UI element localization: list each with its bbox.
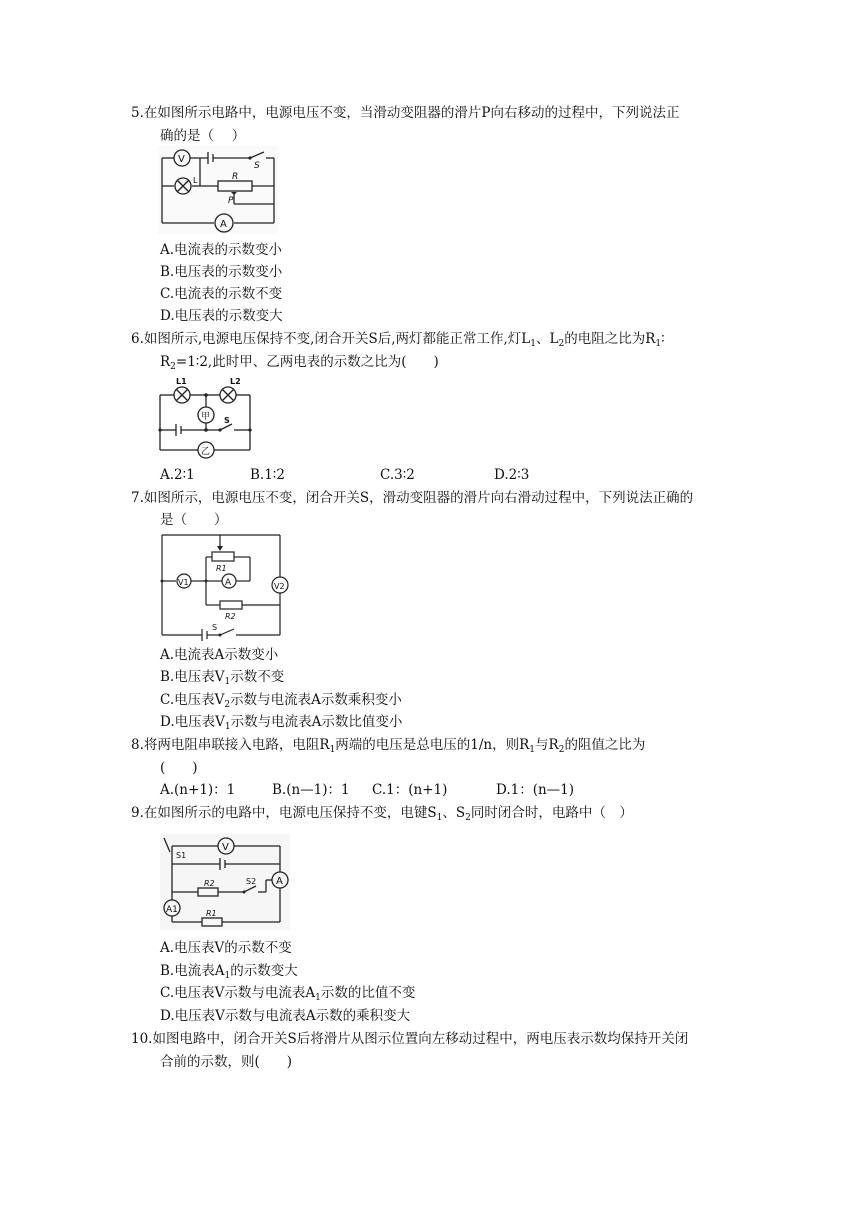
subscript: 1 (224, 677, 231, 687)
r2-label: R2 (204, 879, 215, 888)
question-7-circuit-diagram (160, 533, 284, 639)
option-d: D.2∶3 (494, 467, 530, 483)
subscript: 1 (529, 745, 536, 755)
ammeter1-label: A1 (166, 905, 178, 915)
question-9-circuit-diagram (160, 834, 292, 932)
option-b: B.(n—1)：1 (272, 782, 350, 798)
subscript: 2 (170, 362, 176, 372)
option-a (160, 645, 278, 665)
question-8-stem (131, 735, 645, 755)
text-seg: 的电阻之比为R (564, 331, 656, 347)
option-a: A.(n+1)：1 (160, 782, 236, 798)
question-9-stem (131, 803, 633, 823)
subscript: 1 (315, 993, 321, 1003)
question-5-stem (131, 103, 679, 123)
subscript: 1 (436, 813, 443, 823)
text-seg: 的阻值之比为 (564, 737, 646, 753)
text-seg: 将两电阻串联接入电路，电阻R (143, 737, 330, 753)
v2-label: V2 (274, 582, 285, 591)
meter-jia-label: 甲 (201, 412, 211, 422)
question-text: 在如图所示电路中，电源电压不变，当滑动变阻器的滑片P向右移动的过程中，下列说法正 (143, 105, 680, 121)
option-text: 示数不变 (230, 669, 285, 685)
option-a (160, 938, 292, 958)
lamp2-label: L2 (230, 377, 241, 386)
option-text: C.电压表V示数与电流表A (160, 985, 316, 1001)
question-text: 如图所示，电源电压不变，闭合开关S，滑动变阻器的滑片向右滑动过程中，下列说法正确的 (143, 490, 694, 506)
question-number: 10. (131, 1031, 153, 1047)
ammeter-label: A (276, 876, 283, 887)
r1-label: R1 (216, 564, 227, 573)
option-c: C.3∶2 (380, 467, 415, 483)
question-number: 7. (131, 490, 144, 506)
r2-label: R2 (225, 612, 236, 621)
question-text: 如图电路中，闭合开关S后将滑片从图示位置向左移动过程中，两电压表示数均保持开关闭 (152, 1031, 689, 1047)
option-d (160, 1006, 410, 1026)
text-seg: ∶ (661, 331, 665, 347)
subscript: 1 (655, 339, 662, 349)
subscript: 2 (558, 339, 565, 349)
question-number: 8. (131, 737, 144, 753)
question-10-stem (131, 1029, 688, 1049)
subscript: 2 (465, 813, 471, 823)
option-text: D.电压表V示数与电流表A示数的乘积变大 (160, 1008, 411, 1024)
question-number: 6. (131, 331, 144, 347)
option-text: B.电流表A (160, 963, 225, 979)
option-c: C.电流表的示数不变 (160, 286, 283, 302)
text-seg: 同时闭合时，电路中（ ） (470, 805, 633, 821)
lamp-label: L (193, 176, 198, 185)
question-7-stem (131, 488, 693, 508)
question-10-stem-cont: 合前的示数，则( ) (160, 1054, 293, 1070)
question-number: 5. (131, 105, 144, 121)
r1-label: R1 (206, 909, 217, 918)
s2-label: S2 (246, 877, 257, 886)
subscript: 2 (224, 700, 231, 710)
question-7-stem-cont: 是（ ） (160, 512, 228, 528)
question-6-stem-cont (160, 352, 439, 372)
question-6-circuit-diagram (158, 375, 254, 461)
option-c (160, 983, 415, 1003)
option-text: A.电压表V的示数不变 (160, 940, 292, 956)
question-8-stem-cont: ( ) (160, 760, 198, 776)
s1-label: S1 (176, 851, 187, 860)
subscript: 2 (558, 745, 565, 755)
option-b: B.电压表的示数变小 (160, 264, 283, 280)
question-6-stem (131, 329, 665, 349)
question-5-stem-cont: 确的是（ ） (160, 128, 246, 144)
text-seg: 两端的电压是总电压的1/n，则R (335, 737, 530, 753)
text-seg: 、L (536, 331, 559, 347)
text-seg: 、S (442, 805, 466, 821)
switch-label: S (254, 161, 260, 171)
option-c (160, 690, 402, 710)
resistor-label: R (232, 172, 239, 182)
option-d: D.1：(n—1) (496, 782, 575, 798)
option-a: A.电流表的示数变小 (160, 242, 283, 258)
subscript: 1 (224, 722, 231, 732)
v1-label: V1 (178, 578, 189, 587)
meter-yi-label: 乙 (201, 447, 211, 457)
option-d: D.电压表的示数变大 (160, 308, 283, 324)
voltmeter-label: V (178, 154, 185, 165)
option-text: D.电压表V (160, 714, 225, 730)
option-text: 示数的比值不变 (320, 985, 416, 1001)
option-a: A.2∶1 (160, 467, 195, 483)
option-b: B.1∶2 (250, 467, 285, 483)
voltmeter-label: V (222, 842, 229, 853)
option-d (160, 712, 402, 732)
lamp1-label: L1 (176, 377, 187, 386)
switch-label: S (224, 416, 230, 425)
ammeter-label: A (225, 578, 232, 588)
ammeter-label: A (220, 219, 227, 230)
option-text: C.电压表V (160, 692, 225, 708)
slider-label: P (228, 196, 234, 206)
option-text: 示数与电流表A示数比值变小 (230, 714, 403, 730)
switch-label: S (212, 623, 218, 632)
option-text: 示数与电流表A示数乘积变小 (230, 692, 402, 708)
option-text: B.电压表V (160, 669, 225, 685)
option-text: 的示数变大 (230, 963, 298, 979)
text-seg: 与R (535, 737, 559, 753)
option-text: A.电流表A示数变小 (160, 647, 279, 663)
option-c: C.1：(n+1) (372, 782, 448, 798)
question-5-circuit-diagram (158, 146, 282, 238)
text-seg: 在如图所示的电路中，电源电压保持不变，电键S (143, 805, 437, 821)
subscript: 1 (530, 339, 537, 349)
subscript: 1 (329, 745, 336, 755)
question-number: 9. (131, 805, 144, 821)
option-b (160, 961, 298, 981)
text-seg: =1∶2,此时甲、乙两电表的示数之比为( ) (175, 354, 439, 370)
text-seg: R (160, 354, 171, 370)
option-b (160, 667, 284, 687)
text-seg: 如图所示,电源电压保持不变,闭合开关S后,两灯都能正常工作,灯L (143, 331, 531, 347)
subscript: 1 (224, 971, 231, 981)
